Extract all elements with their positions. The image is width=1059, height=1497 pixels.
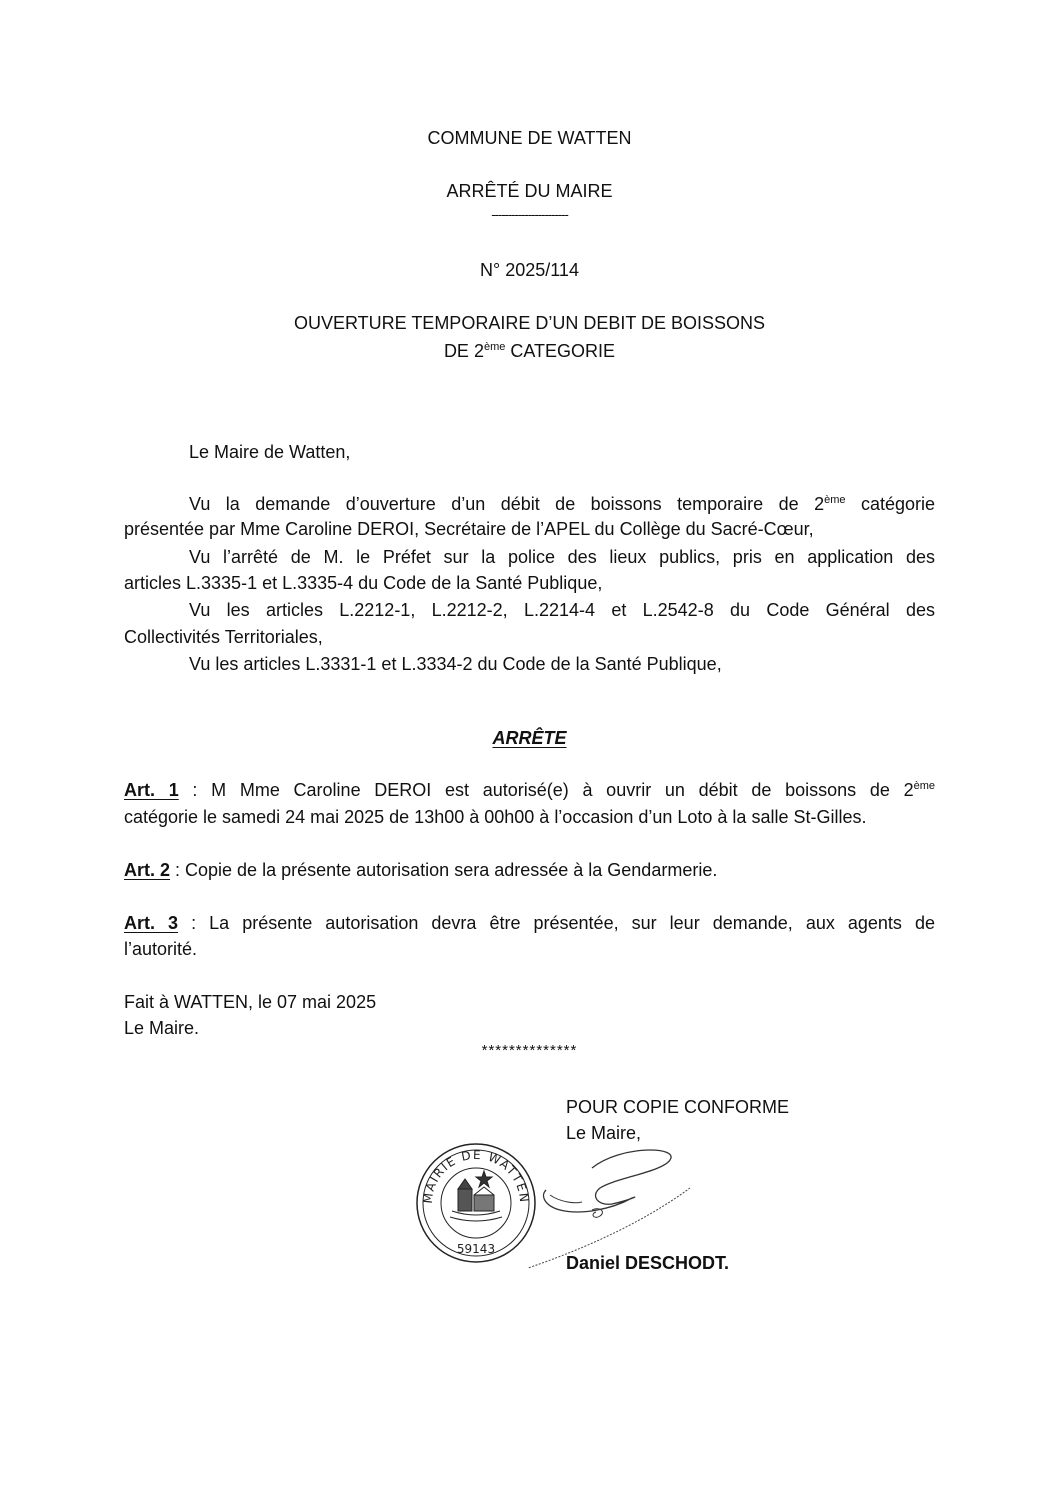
seal-emblem-icon [450, 1171, 502, 1221]
opening-line: Le Maire de Watten, [189, 442, 351, 462]
article-2-label: Art. 2 [124, 860, 171, 880]
mayor-name: Daniel DESCHODT. [566, 1253, 730, 1273]
commune-name: COMMUNE DE WATTEN [427, 128, 632, 148]
subject-line-1: OUVERTURE TEMPORAIRE D’UN DEBIT DE BOISSONS [293, 313, 766, 333]
article-2: Art. 2 : Copie de la présente autorisation sera adressée à la Gendarmerie. [124, 860, 718, 880]
vu-4: Vu les articles L.3331-1 et L.3334-2 du Code de la Santé Publique, [189, 654, 722, 674]
vu-2-line-1: Vu l’arrêté de M. le Préfet sur la police des lieux publics, pris en application des [189, 547, 935, 567]
seal-bottom-text: 59143 [456, 1242, 496, 1256]
article-3-label: Art. 3 [124, 913, 179, 933]
signatory-line: Le Maire. [124, 1018, 200, 1038]
mayor-signature-image [520, 1140, 700, 1275]
article-1-label: Art. 1 [124, 780, 179, 800]
stars-separator: ************** [481, 1042, 578, 1059]
place-date: Fait à WATTEN, le 07 mai 2025 [124, 992, 377, 1012]
vu-2-line-2: articles L.3335-1 et L.3335-4 du Code de la Santé Publique, [124, 573, 603, 593]
subject-line-2: DE 2ème CATEGORIE [443, 341, 616, 361]
article-1-line-1: Art. 1 : M Mme Caroline DEROI est autorisé(e) à ouvrir un débit de boissons de 2ème [124, 780, 935, 800]
vu-1-line-1: Vu la demande d’ouverture d’un débit de boissons temporaire de 2ème catégorie [189, 494, 935, 514]
decree-number: N° 2025/114 [480, 260, 579, 280]
arrete-heading: ARRÊTE [492, 728, 567, 748]
article-3-line-2: l’autorité. [124, 939, 198, 959]
article-1-line-2: catégorie le samedi 24 mai 2025 de 13h00 à 00h00 à l’occasion d’un Loto à la salle St-Gilles. [124, 807, 867, 827]
certification-role: Le Maire, [566, 1123, 642, 1143]
seal-top-text: MAIRIE DE WATTEN [420, 1147, 532, 1205]
document-title: ARRÊTÉ DU MAIRE [446, 181, 613, 201]
vu-3-line-2: Collectivités Territoriales, [124, 627, 323, 647]
vu-3-line-1: Vu les articles L.2212-1, L.2212-2, L.2214-4 et L.2542-8 du Code Général des [189, 600, 935, 620]
title-separator: ----------------------- [491, 207, 568, 222]
vu-1-line-2: présentée par Mme Caroline DEROI, Secrétaire de l’APEL du Collège du Sacré-Cœur, [124, 519, 814, 539]
article-3-line-1: Art. 3 : La présente autorisation devra être présentée, sur leur demande, aux agents de [124, 913, 935, 933]
copy-conforme: POUR COPIE CONFORME [566, 1097, 790, 1117]
